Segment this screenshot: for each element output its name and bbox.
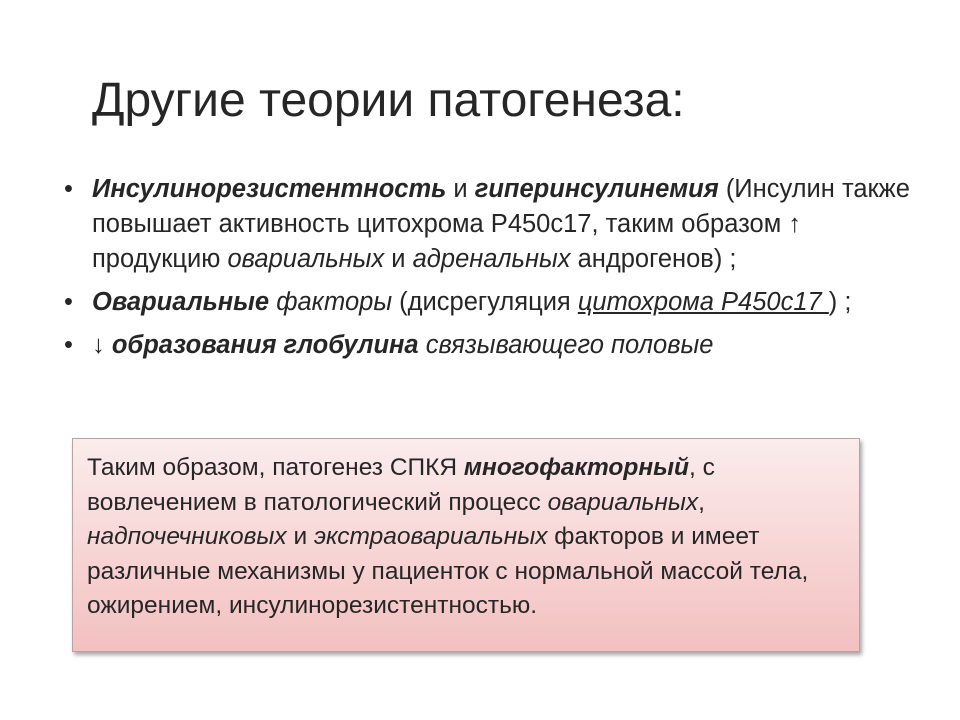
- bullet-text: [419, 331, 426, 359]
- bullet-term: гиперинсулинемия: [474, 175, 719, 203]
- bullet-marker: •: [64, 331, 73, 359]
- bullet-item: [64, 285, 914, 320]
- bullet-text: (Инсулин также повышает активность цитохрома P450c17, таким образом ↑ продукцию: [92, 175, 910, 273]
- bullet-list: [64, 172, 914, 371]
- bullet-item: [64, 328, 914, 363]
- bullet-text: и: [446, 175, 475, 203]
- summary-text-part: Таким образом, патогенез СПКЯ: [87, 454, 464, 481]
- bullet-text: андрогенов) ;: [570, 245, 737, 273]
- summary-text-part: ,: [698, 488, 705, 516]
- summary-text-part: , с вовлечением в патологический процесс: [87, 454, 715, 516]
- summary-emphasis: экстраовариальных: [313, 523, 548, 550]
- bullet-item: [64, 172, 914, 277]
- summary-text-part: и: [286, 523, 314, 550]
- bullet-term: Овариальные: [92, 288, 270, 316]
- bullet-emphasis: связывающего половые: [425, 331, 714, 359]
- bullet-text: и: [384, 245, 413, 273]
- bullet-text: (дисрегуляция: [392, 288, 578, 316]
- slide-title: Другие теории патогенеза:: [92, 74, 685, 127]
- summary-text: [87, 451, 845, 624]
- summary-text-part: факторов и имеет различные механизмы у пациенток с нормальной массой тела, ожирением, инсулинорезистентностью.: [87, 523, 809, 619]
- bullet-marker: •: [64, 288, 73, 316]
- summary-emphasis: овариальных: [547, 488, 699, 516]
- summary-term: многофакторный: [463, 454, 690, 481]
- cytochrome-link[interactable]: цитохрома P450c17: [577, 288, 829, 316]
- down-arrow-text: ↓: [92, 331, 112, 359]
- bullet-emphasis: факторы: [276, 288, 393, 316]
- summary-emphasis: надпочечниковых: [87, 523, 287, 550]
- bullet-emphasis: овариальных: [227, 245, 385, 273]
- bullet-marker: •: [64, 175, 73, 203]
- bullet-text: ) ;: [828, 288, 852, 316]
- summary-box: [72, 438, 860, 652]
- bullet-emphasis: адренальных: [412, 245, 571, 273]
- bullet-term: образования глобулина: [111, 331, 419, 359]
- bullet-term: Инсулинорезистентность: [92, 175, 447, 203]
